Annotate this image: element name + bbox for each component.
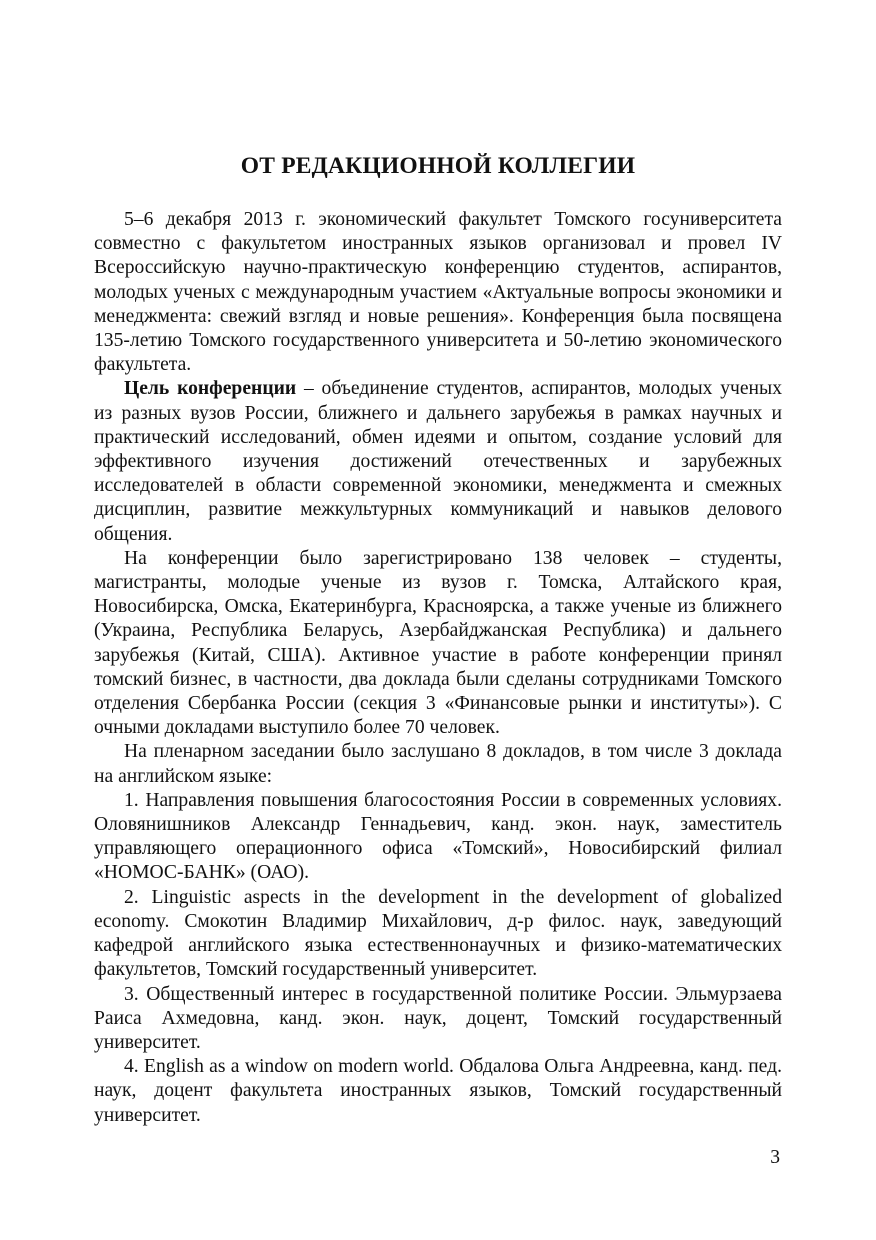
paragraph-participants: На конференции было зарегистрировано 138 человек – студенты, магистранты, молодые ученые из вузов г. Томска, Алтайского края, Новосибирска, Омска, Екатеринбурга, Красноярска, а также ученые из ближнего (Украина, Республика Беларусь, Азербайджанская Республика) и дальнего зарубежья (Китай, США). Активное участие в работе конференции принял томский бизнес, в частности, два доклада были сделаны сотрудниками Томского отделения Сбербанка России (секция 3 «Финансовые рынки и институты»). С очными докладами выступило более 70 человек. bbox=[94, 547, 782, 739]
document-body bbox=[94, 208, 782, 1128]
paragraph-plenary: На пленарном заседании было заслушано 8 докладов, в том числе 3 доклада на английском языке: bbox=[94, 741, 782, 787]
paragraph-goal bbox=[94, 377, 782, 546]
list-item: 4. English as a window on modern world. Обдалова Ольга Андреевна, канд. пед. наук, доцент факультета иностранных языков, Томский государственный университет. bbox=[94, 1056, 782, 1126]
list-item: 2. Linguistic aspects in the development in the development of globalized economy. Смокотин Владимир Михайлович, д-р филос. наук, заведующий кафедрой английского языка естественнонаучных и физико-математических факультетов, Томский государственный университет. bbox=[94, 886, 782, 981]
list-item: 3. Общественный интерес в государственной политике России. Эльмурзаева Раиса Ахмедовна, канд. экон. наук, доцент, Томский государственный университет. bbox=[94, 983, 782, 1053]
goal-text: – объединение студентов, аспирантов, молодых ученых из разных вузов России, ближнего и дальнего зарубежья в рамках научных и практический исследований, обмен идеями и опытом, создание условий для эффективного изучения достижений отечественных и зарубежных исследователей в области современной экономики, менеджмента и смежных дисциплин, развитие межкультурных коммуникаций и навыков делового общения. bbox=[94, 378, 782, 545]
list-item: 1. Направления повышения благосостояния России в современных условиях. Оловянишников Александр Геннадьевич, канд. экон. наук, заместитель управляющего операционного офиса «Томский», Новосибирский филиал «НОМОС-БАНК» (ОАО). bbox=[94, 789, 782, 884]
page-number: 3 bbox=[770, 1147, 780, 1168]
goal-lead: Цель конференции bbox=[124, 378, 297, 400]
page-title: ОТ РЕДАКЦИОННОЙ КОЛЛЕГИИ bbox=[240, 153, 636, 179]
paragraph-intro: 5–6 декабря 2013 г. экономический факультет Томского госуниверситета совместно с факультетом иностранных языков организовал и провел IV Всероссийскую научно-практическую конференцию студентов, аспирантов, молодых ученых с международным участием «Актуальные вопросы экономики и менеджмента: свежий взгляд и новые решения». Конференция была посвящена 135-летию Томского государственного университета и 50-летию экономического факультета. bbox=[94, 209, 782, 376]
